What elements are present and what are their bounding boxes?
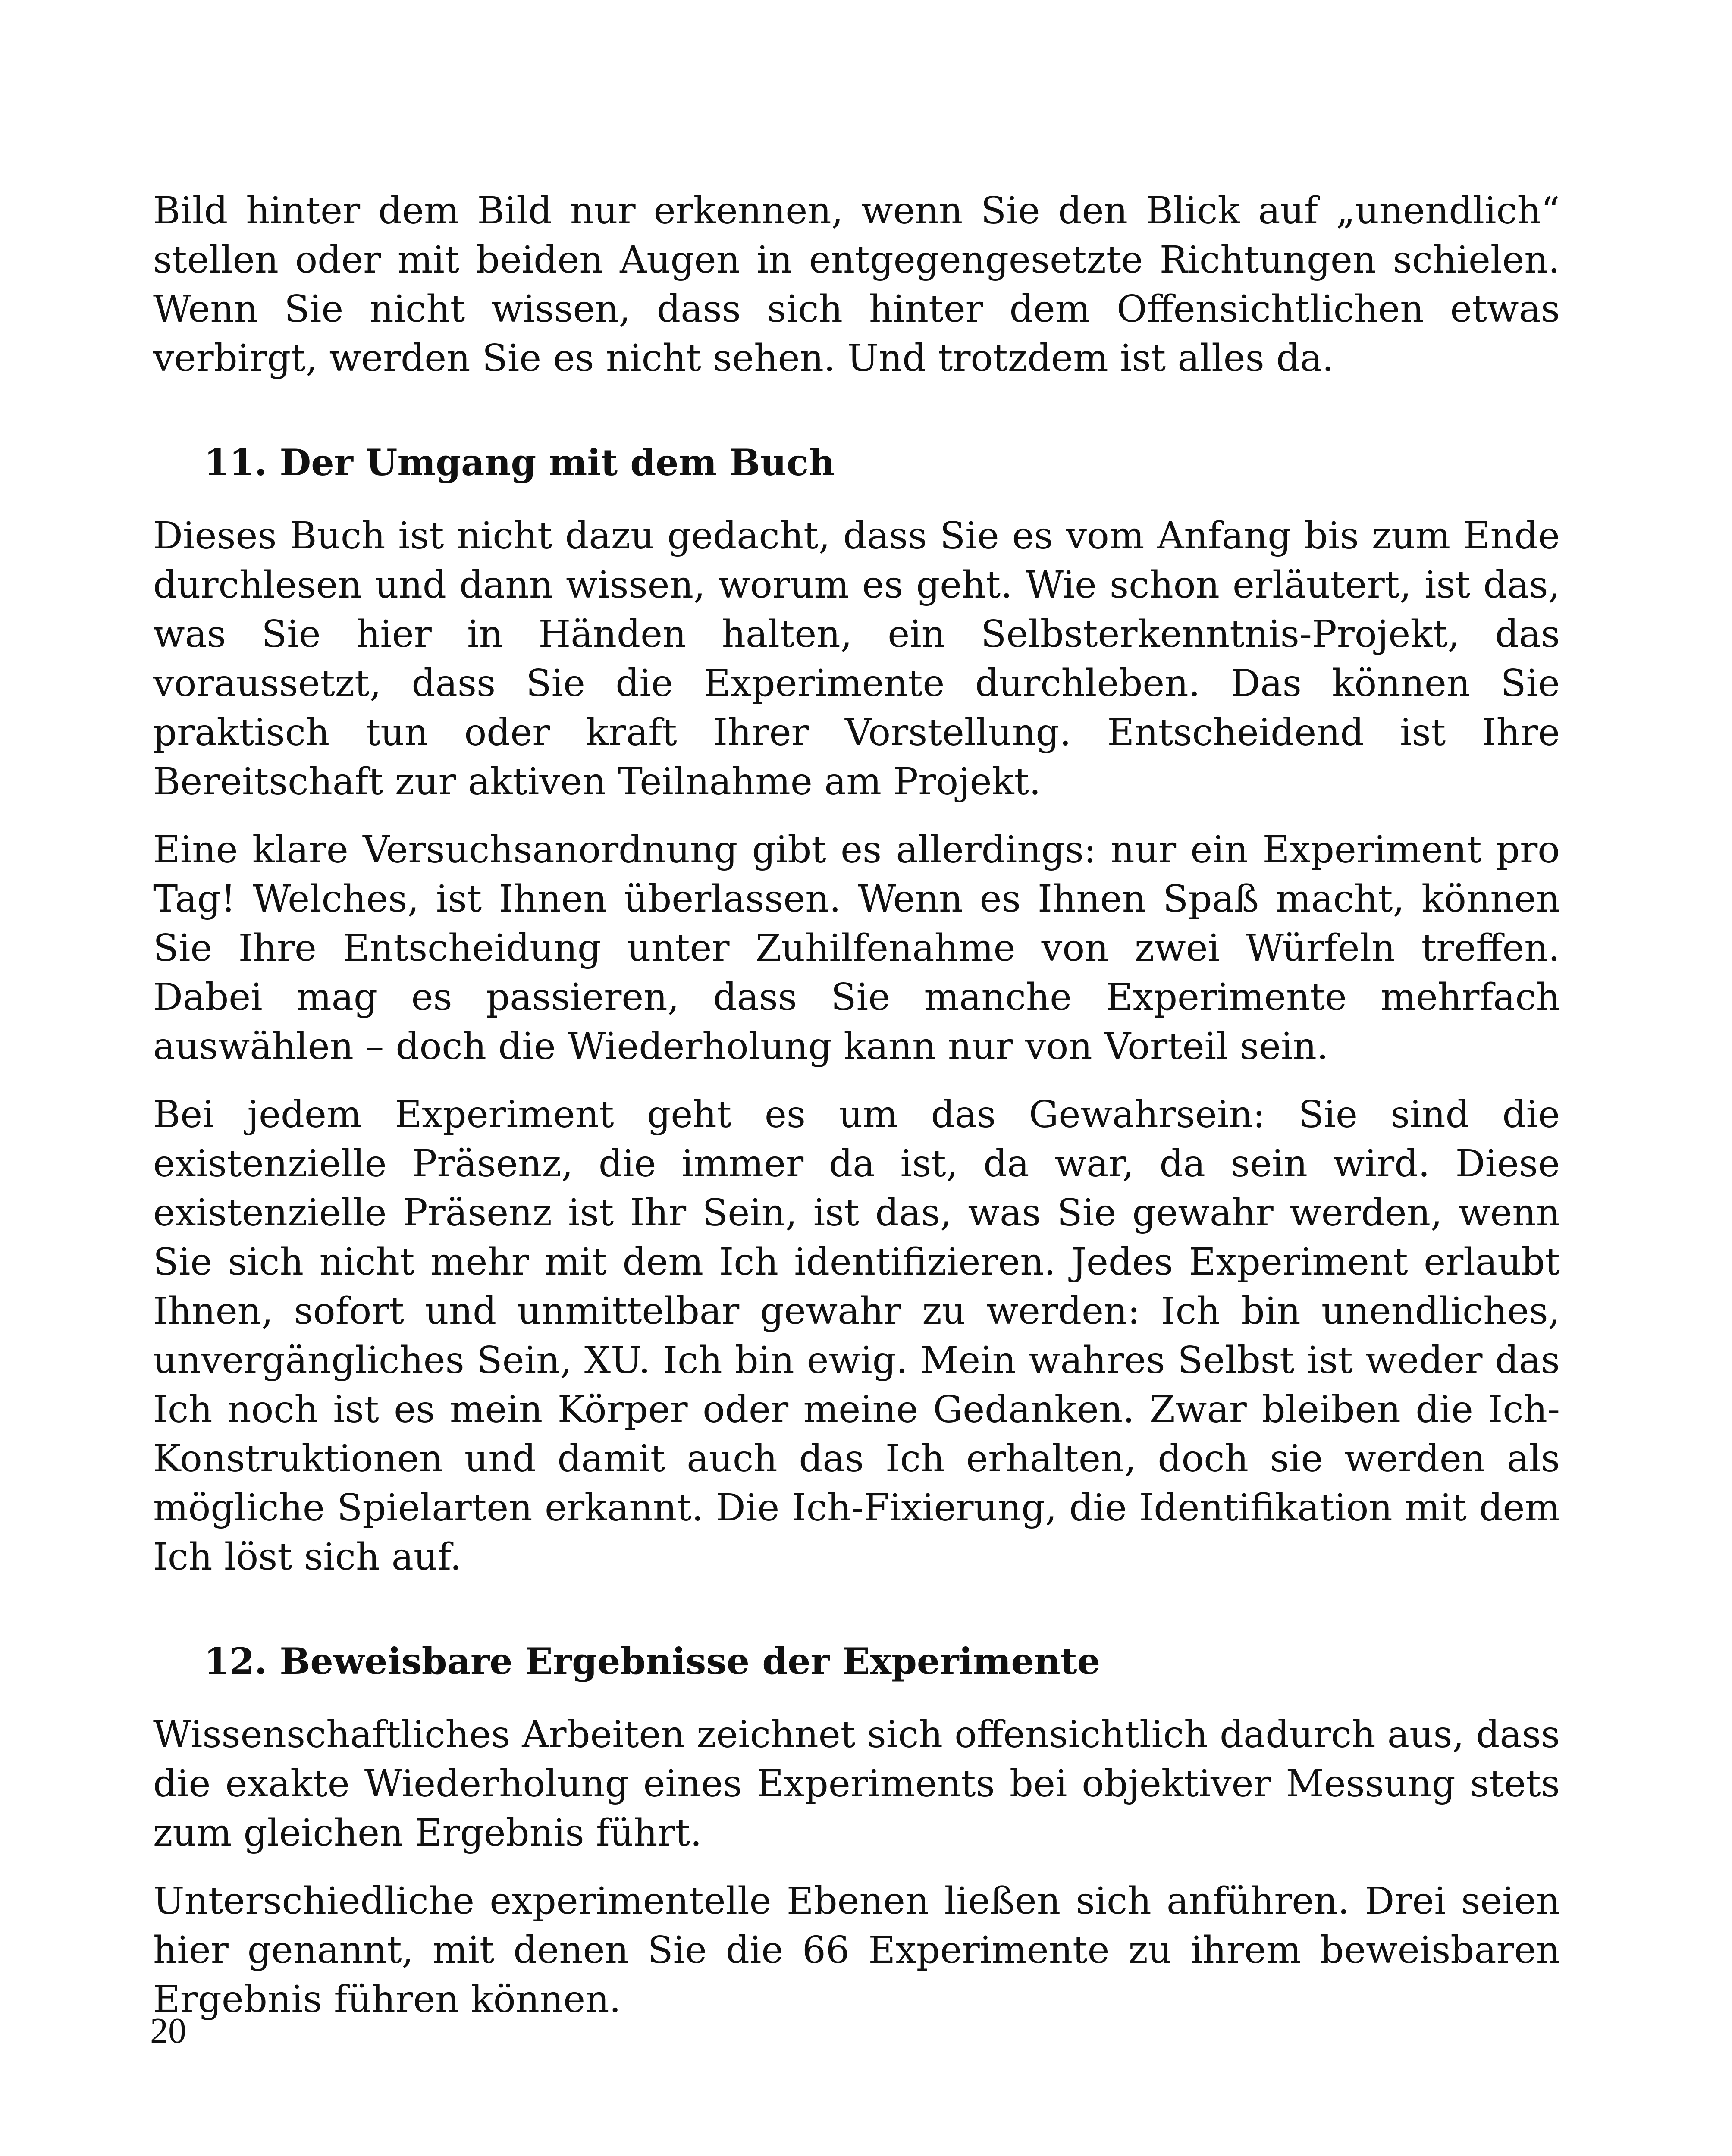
paragraph-intro: Bild hinter dem Bild nur erkennen, wenn Sie den Blick auf „unendlich“ stellen oder mit beiden Augen in entgegengesetzte Richtungen schielen. Wenn Sie nicht wissen, dass sich hinter dem Offensichtlichen etwas verbirgt, werden Sie es nicht sehen. Und trotzdem ist alles da.	[153, 189, 1560, 380]
section-11-paragraph-2: Eine klare Versuchsanordnung gibt es allerdings: nur ein Experiment pro Tag! Welches, ist Ihnen überlassen. Wenn es Ihnen Spaß macht, können Sie Ihre Entscheidung unter Zuhilfenahme von zwei Würfeln treffen. Dabei mag es passieren, dass Sie manche Experimente mehrfach auswählen – doch die Wiederholung kann nur von Vorteil sein.	[153, 828, 1560, 1068]
section-12-heading: 12. Beweisbare Ergebnisse der Experimente	[204, 1640, 1101, 1683]
section-11-heading: 11. Der Umgang mit dem Buch	[204, 441, 835, 484]
section-12-paragraph-1: Wissenschaftliches Arbeiten zeichnet sich offensichtlich dadurch aus, dass die exakte Wiederholung eines Experiments bei objektiver Messung stets zum gleichen Ergebnis führt.	[153, 1713, 1560, 1855]
page-body	[153, 186, 1560, 2024]
section-12-paragraph-2: Unterschiedliche experimentelle Ebenen ließen sich anführen. Drei seien hier genannt, mit denen Sie die 66 Experimente zu ihrem beweisbaren Ergebnis führen können.	[153, 1880, 1560, 2021]
section-11-paragraph-1: Dieses Buch ist nicht dazu gedacht, dass Sie es vom Anfang bis zum Ende durchlesen und dann wissen, worum es geht. Wie schon erläutert, ist das, was Sie hier in Händen halten, ein Selbsterkenntnis-Projekt, das voraussetzt, dass Sie die Experimente durchleben. Das können Sie praktisch tun oder kraft Ihrer Vorstellung. Entscheidend ist Ihre Bereitschaft zur aktiven Teilnahme am Projekt.	[153, 514, 1560, 803]
page-number: 20	[150, 2011, 186, 2051]
section-11-paragraph-3: Bei jedem Experiment geht es um das Gewahrsein: Sie sind die existenzielle Präsenz, die immer da ist, da war, da sein wird. Diese existenzielle Präsenz ist Ihr Sein, ist das, was Sie gewahr werden, wenn Sie sich nicht mehr mit dem Ich identifizieren. Jedes Experiment erlaubt Ihnen, sofort und unmittelbar gewahr zu werden: Ich bin unendliches, unvergängliches Sein, XU. Ich bin ewig. Mein wahres Selbst ist weder das Ich noch ist es mein Körper oder meine Gedanken. Zwar bleiben die Ich-Konstruktionen und damit auch das Ich erhalten, doch sie werden als mögliche Spielarten erkannt. Die Ich-Fixierung, die Identifikation mit dem Ich löst sich auf.	[153, 1093, 1560, 1579]
